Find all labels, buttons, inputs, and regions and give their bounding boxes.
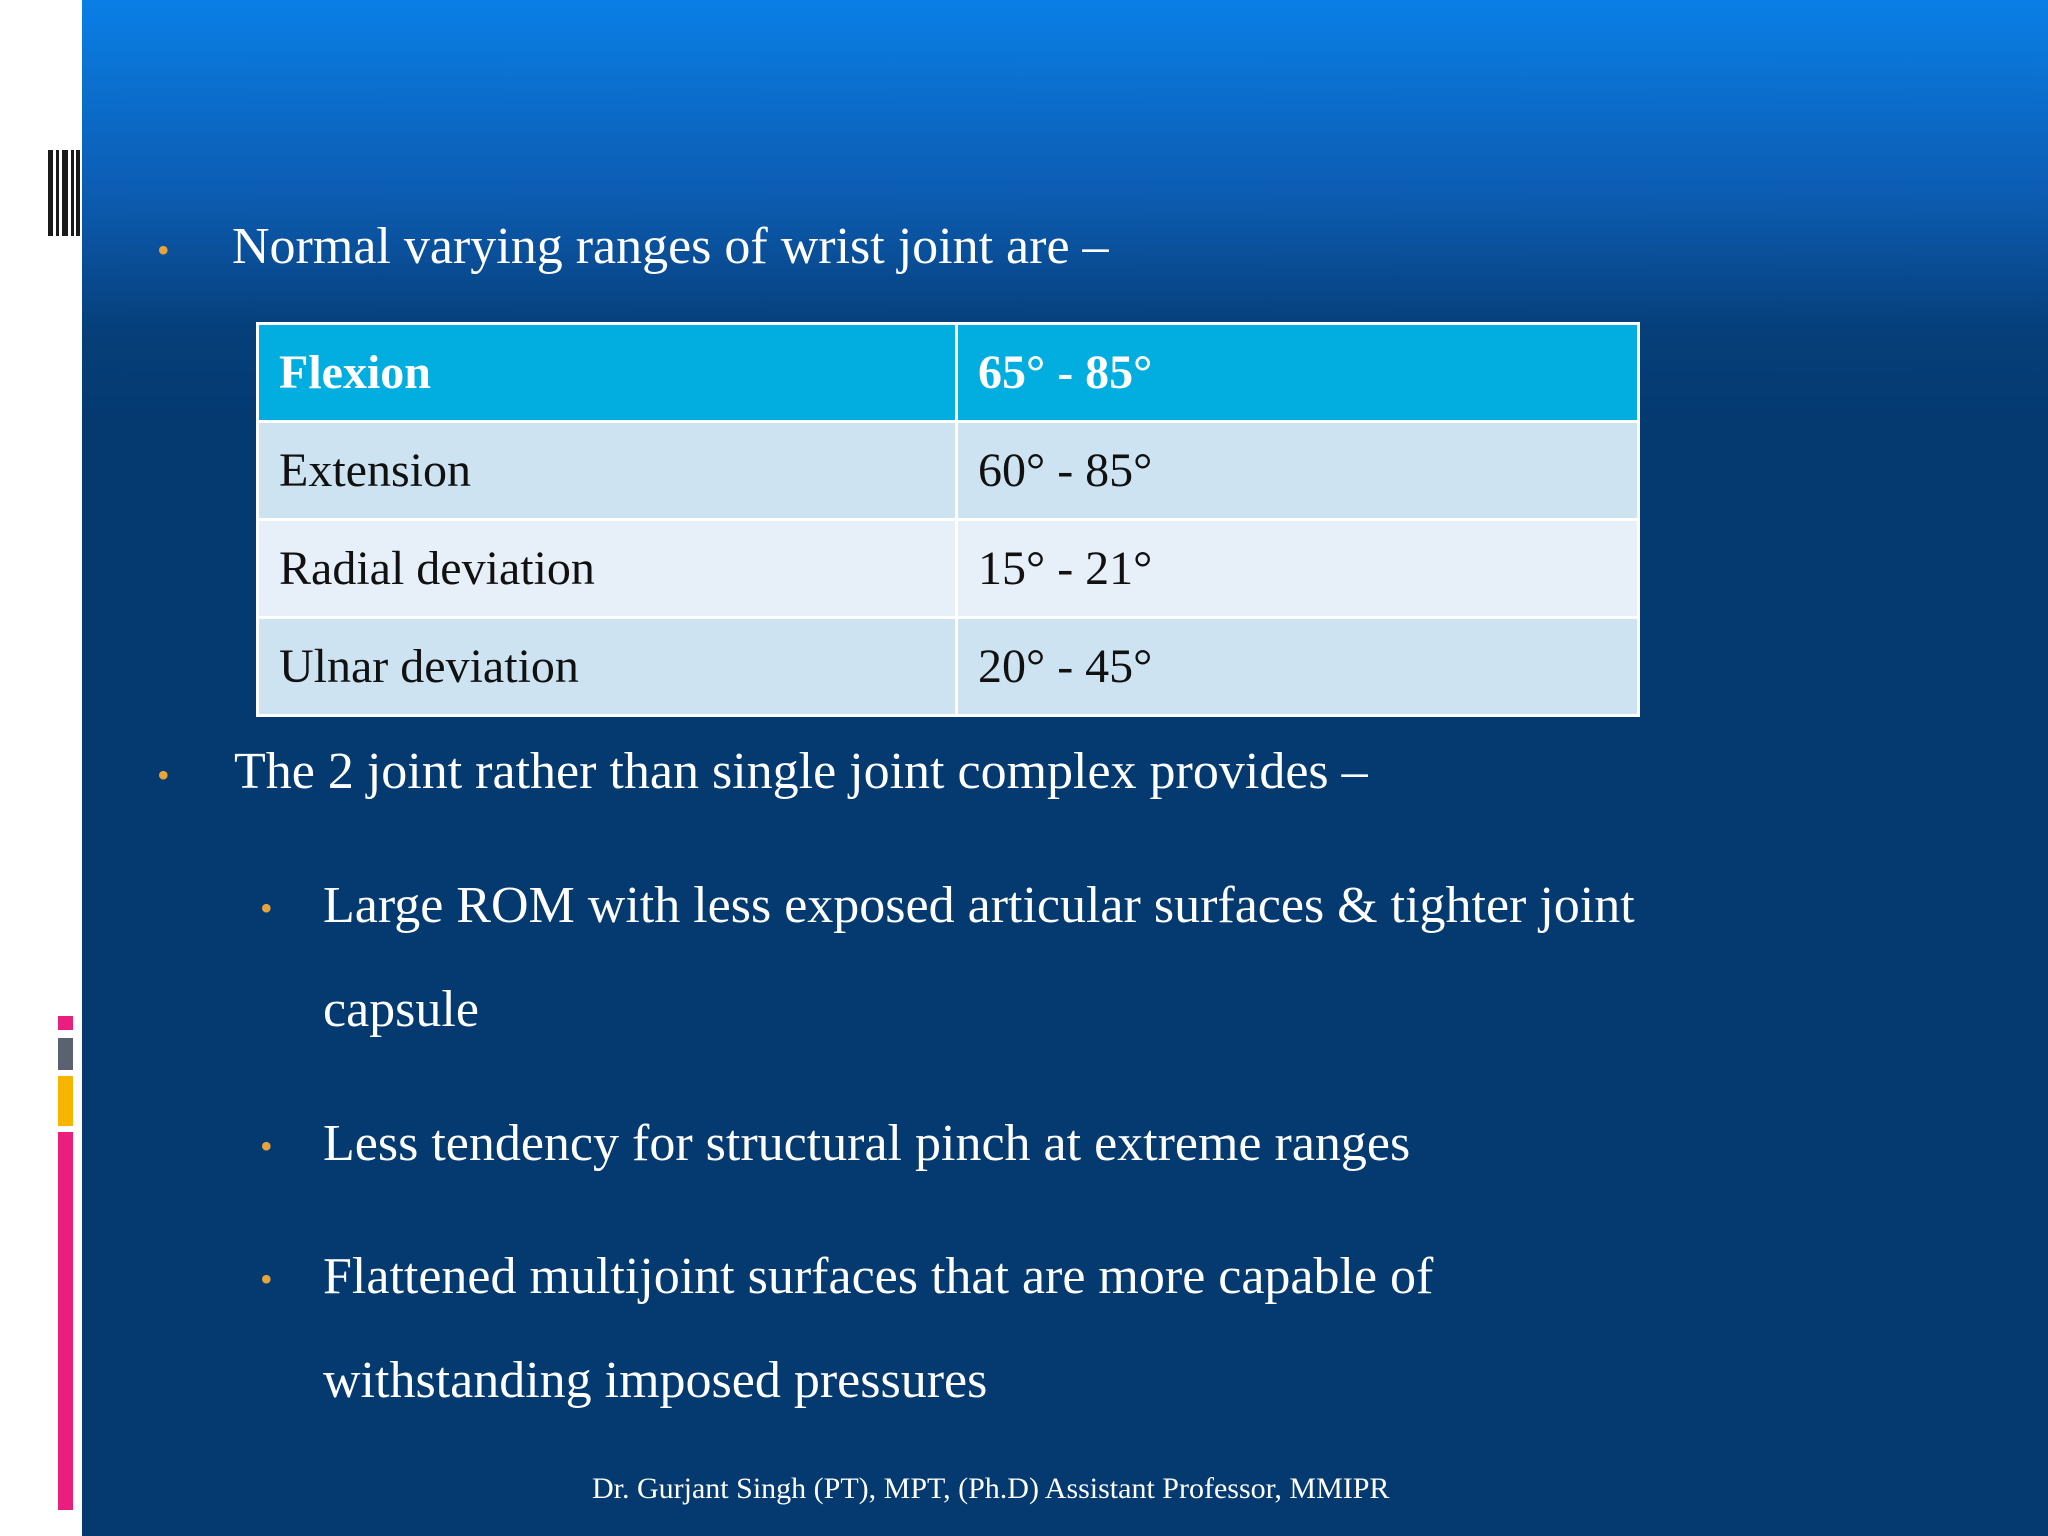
table-row (258, 324, 1639, 422)
table-cell-range: 15° - 21° (957, 520, 1639, 618)
wrist-range-table (256, 322, 1640, 717)
bullet-wrist-ranges: Normal varying ranges of wrist joint are – (232, 218, 1109, 275)
accent-bar-yellow (58, 1076, 73, 1126)
bullet-dot: • (157, 230, 170, 270)
sub-bullet-less-pinch: Less tendency for structural pinch at extreme ranges (323, 1115, 1411, 1172)
sub-bullet-flattened-surfaces-cont: withstanding imposed pressures (323, 1352, 988, 1409)
sub-bullet-dot: • (260, 1259, 273, 1299)
table-row (258, 422, 1639, 520)
sub-bullet-dot: • (260, 1126, 273, 1166)
table-cell-motion: Extension (258, 422, 957, 520)
sub-bullet-flattened-surfaces: Flattened multijoint surfaces that are more capable of (323, 1248, 1434, 1305)
sub-bullet-large-rom: Large ROM with less exposed articular surfaces & tighter joint (323, 877, 1635, 934)
bullet-two-joint-complex: The 2 joint rather than single joint complex provides – (234, 743, 1368, 800)
accent-bar-pink (58, 1132, 73, 1510)
slide-footer: Dr. Gurjant Singh (PT), MPT, (Ph.D) Assistant Professor, MMIPR (592, 1472, 1390, 1505)
barcode-decoration-icon (48, 150, 80, 236)
table-cell-motion: Radial deviation (258, 520, 957, 618)
sub-bullet-dot: • (260, 888, 273, 928)
table-cell-motion: Flexion (258, 324, 957, 422)
accent-bar-pink-top (58, 1016, 73, 1030)
table-cell-range: 60° - 85° (957, 422, 1639, 520)
table-row (258, 520, 1639, 618)
accent-bar-gray (58, 1038, 73, 1070)
sub-bullet-large-rom-cont: capsule (323, 981, 479, 1038)
table-cell-range: 65° - 85° (957, 324, 1639, 422)
left-decorative-strip (0, 0, 82, 1536)
table-row (258, 618, 1639, 716)
bullet-dot: • (157, 755, 170, 795)
table-cell-motion: Ulnar deviation (258, 618, 957, 716)
table-cell-range: 20° - 45° (957, 618, 1639, 716)
